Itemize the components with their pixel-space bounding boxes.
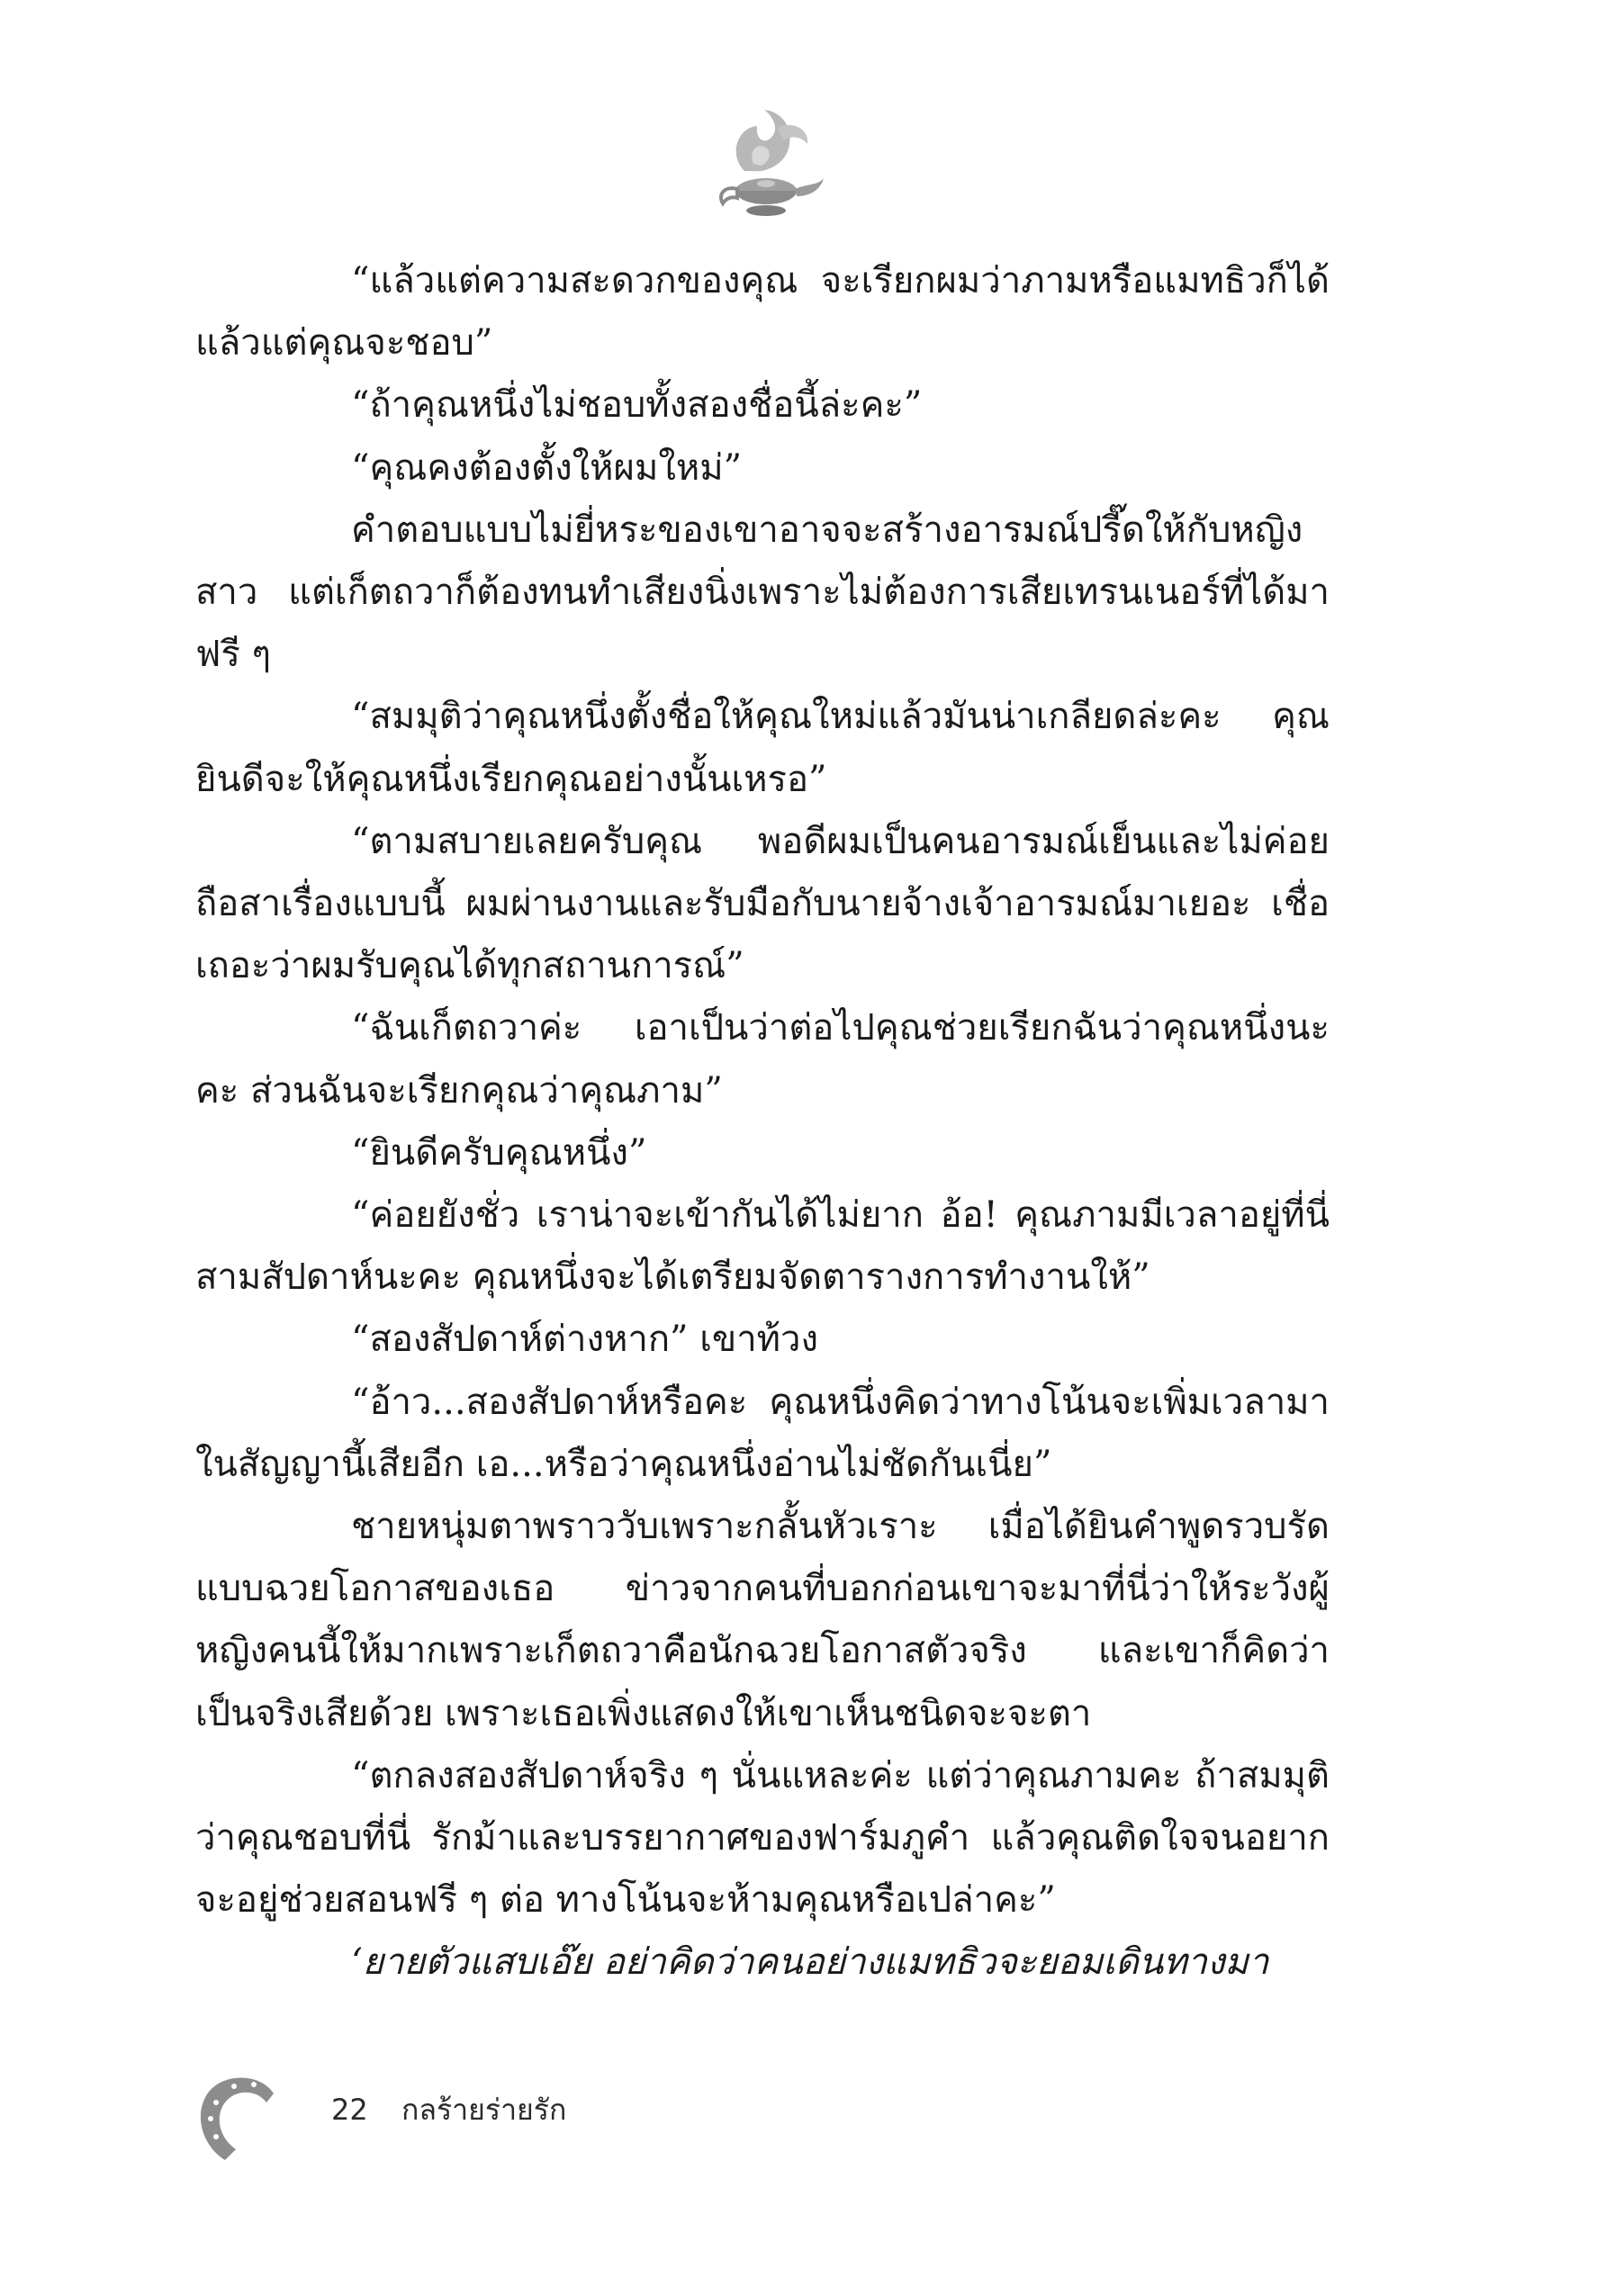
horseshoe-icon (189, 2066, 297, 2165)
paragraph: “ตกลงสองสัปดาห์จริง ๆ นั่นแหละค่ะ แต่ว่าคุณภามคะ ถ้าสมมุติว่าคุณชอบที่นี่ รักม้าและบรรยากาศของฟาร์มภูคำ แล้วคุณติดใจจนอยากจะอยู่ช่วยสอนฟรี ๆ ต่อ ทางโน้นจะห้ามคุณหรือเปล่าคะ” (195, 1754, 1330, 1922)
paragraph: “ฉันเก็ตถวาค่ะ เอาเป็นว่าต่อไปคุณช่วยเรียกฉันว่าคุณหนึ่งนะคะ ส่วนฉันจะเรียกคุณว่าคุณภาม” (195, 1007, 1330, 1112)
paragraph: ชายหนุ่มตาพราววับเพราะกลั้นหัวเราะ เมื่อได้ยินคำพูดรวบรัดแบบฉวยโอกาสของเธอ ข่าวจากคนที่บอกก่อนเขาจะมาที่นี่ว่าให้ระวังผู้หญิงคนนี้ให้มากเพราะเก็ตถวาคือนักฉวยโอกาสตัวจริง และเขาก็คิดว่าเป็นจริงเสียด้วย เพราะเธอเพิ่งแสดงให้เขาเห็นชนิดจะจะตา (195, 1506, 1330, 1734)
paragraph: “อ้าว...สองสัปดาห์หรือคะ คุณหนึ่งคิดว่าทางโน้นจะเพิ่มเวลามาในสัญญานี้เสียอีก เอ...หรือว่าคุณหนึ่งอ่านไม่ชัดกันเนี่ย” (195, 1381, 1330, 1485)
body-text (195, 250, 1330, 1994)
paragraph: “สมมุติว่าคุณหนึ่งตั้งชื่อให้คุณใหม่แล้วมันน่าเกลียดล่ะคะ คุณยินดีจะให้คุณหนึ่งเรียกคุณอย่างนั้นเหรอ” (195, 696, 1330, 800)
page-number: 22 (331, 2093, 368, 2127)
page-footer (189, 2066, 819, 2165)
paragraph: คำตอบแบบไม่ยี่หระของเขาอาจจะสร้างอารมณ์ปรี๊ดให้กับหญิงสาว แต่เก็ตถวาก็ต้องทนทำเสียงนิ่งเพราะไม่ต้องการเสียเทรนเนอร์ที่ได้มาฟรี ๆ (195, 509, 1330, 676)
paragraph: “ถ้าคุณหนึ่งไม่ชอบทั้งสองชื่อนี้ล่ะคะ” (351, 384, 923, 427)
paragraph: “แล้วแต่ความสะดวกของคุณ จะเรียกผมว่าภามหรือแมทธิวก็ได้ แล้วแต่คุณจะชอบ” (195, 260, 1330, 365)
paragraph: “ค่อยยังชั่ว เราน่าจะเข้ากันได้ไม่ยาก อ้อ! คุณภามมีเวลาอยู่ที่นี่สามสัปดาห์นะคะ คุณหนึ่งจะได้เตรียมจัดตารางการทำงานให้” (195, 1194, 1330, 1299)
genie-lamp-icon (701, 101, 827, 236)
book-title: กลร้ายร่ายรัก (401, 2093, 567, 2127)
paragraph: “ยินดีครับคุณหนึ่ง” (351, 1131, 647, 1174)
paragraph: “ตามสบายเลยครับคุณ พอดีผมเป็นคนอารมณ์เย็นและไม่ค่อยถือสาเรื่องแบบนี้ ผมผ่านงานและรับมือกับนายจ้างเจ้าอารมณ์มาเยอะ เชื่อเถอะว่าผมรับคุณได้ทุกสถานการณ์” (195, 820, 1330, 987)
paragraph: “คุณคงต้องตั้งให้ผมใหม่” (351, 446, 743, 489)
paragraph-italic-thought: ‘ยายตัวแสบเอ๊ย อย่าคิดว่าคนอย่างแมทธิวจะยอมเดินทางมา (351, 1941, 1269, 1984)
paragraph: “สองสัปดาห์ต่างหาก” เขาท้วง (351, 1319, 819, 1361)
